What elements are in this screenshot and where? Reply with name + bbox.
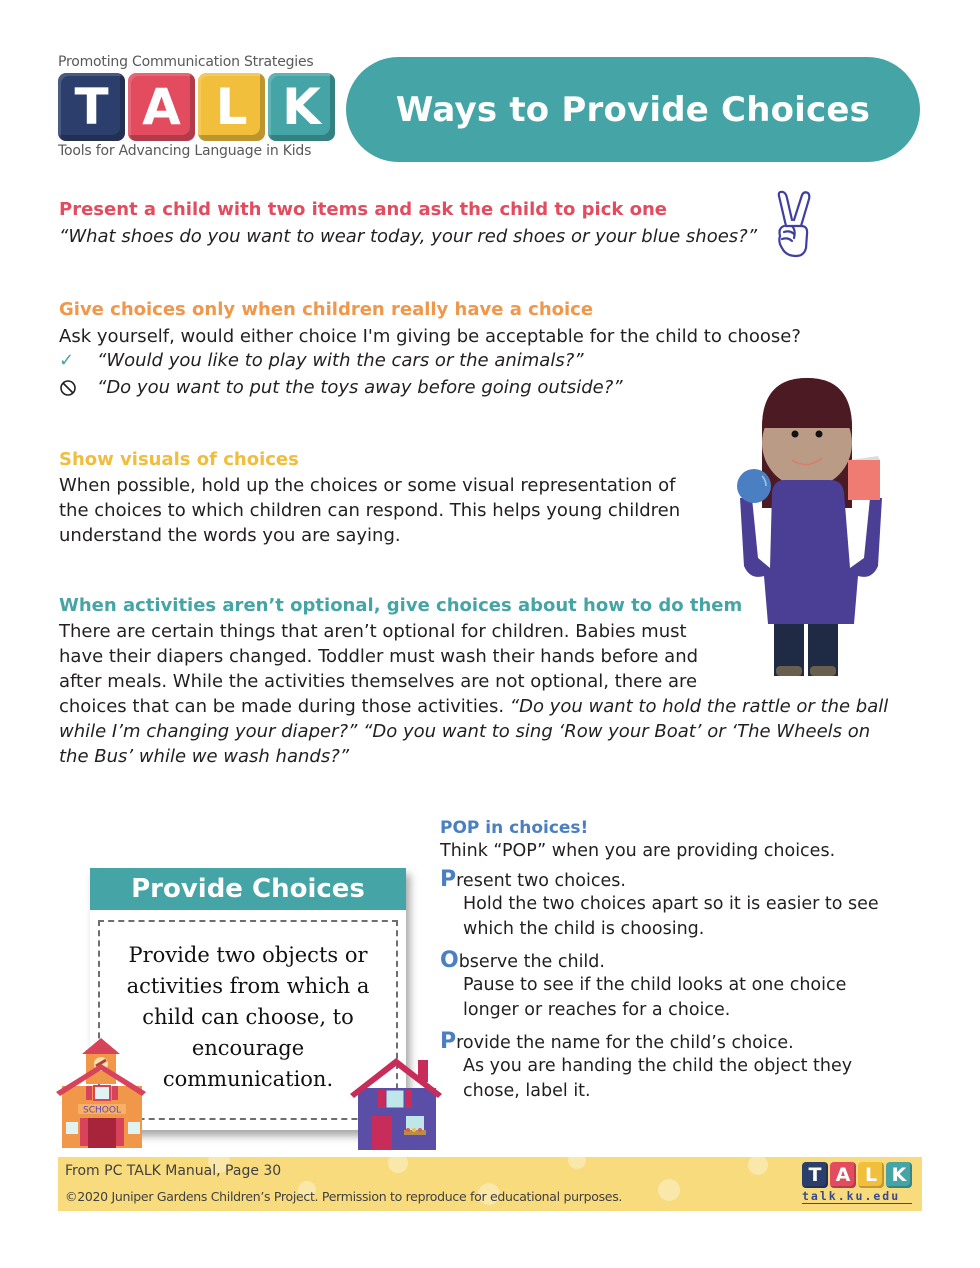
logo-tagline-bottom: Tools for Advancing Language in Kids: [58, 143, 312, 159]
section-heading-not-optional: When activities aren’t optional, give choices about how to do them: [59, 595, 743, 616]
section-heading-present-two-items: Present a child with two items and ask the child to pick one: [59, 199, 668, 220]
section-body-not-optional: [59, 619, 888, 769]
talk-logo: [58, 54, 343, 159]
pop-letter: P: [440, 1029, 457, 1054]
body-line: have their diapers changed. Toddler must wash their hands before and: [59, 646, 699, 667]
pop-step-text: bserve the child.: [458, 952, 605, 972]
footer-source: From PC TALK Manual, Page 30: [65, 1163, 282, 1179]
check-icon: ✓: [59, 350, 75, 371]
footer-talk-logo: [802, 1162, 914, 1204]
logo-tagline-top: Promoting Communication Strategies: [58, 54, 314, 70]
card-text: Provide two objects or activities from which a child can choose, to encourage communication.: [126, 943, 370, 1091]
body-line: When possible, hold up the choices or some visual representation of: [59, 475, 676, 496]
pop-intro: Think “POP” when you are providing choices.: [440, 841, 836, 861]
pop-step-detail: chose, label it.: [463, 1081, 591, 1101]
pop-item-provide: [440, 1029, 920, 1104]
good-example-row: [59, 350, 584, 371]
card-title: Provide Choices: [90, 868, 406, 910]
pop-step-detail: longer or reaches for a choice.: [463, 1000, 731, 1020]
footer: [58, 1157, 922, 1211]
pop-step-detail: Pause to see if the child looks at one choice: [463, 975, 847, 995]
bad-example-row: [59, 377, 623, 398]
bad-example-text: “Do you want to put the toys away before going outside?”: [97, 377, 623, 398]
pop-step-text: rovide the name for the child’s choice.: [456, 1033, 794, 1053]
prohibited-icon: [59, 379, 97, 397]
good-example-text: “Would you like to play with the cars or the animals?”: [97, 350, 584, 371]
footer-logo-block: T: [802, 1162, 828, 1188]
section-body-ask-yourself: Ask yourself, would either choice I'm giving be acceptable for the child to choose?: [59, 326, 801, 347]
pop-item-observe: [440, 948, 920, 1023]
footer-website-link[interactable]: talk.ku.edu: [802, 1189, 912, 1204]
pop-title: POP in choices!: [440, 818, 589, 838]
pop-step-detail: Hold the two choices apart so it is easier to see: [463, 894, 879, 914]
page-title-banner: [346, 57, 920, 162]
body-line: There are certain things that aren’t optional for children. Babies must: [59, 621, 687, 642]
pop-step-detail: which the child is choosing.: [463, 919, 705, 939]
logo-block-a: A: [128, 73, 195, 141]
section-body-show-visuals: [59, 473, 680, 548]
body-text: choices that can be made during those activities.: [59, 696, 510, 717]
section-heading-show-visuals: Show visuals of choices: [59, 449, 299, 470]
pop-section: [440, 818, 920, 1104]
section-example-shoes: “What shoes do you want to wear today, your red shoes or your blue shoes?”: [59, 226, 758, 247]
pop-letter: P: [440, 867, 457, 892]
example-quote-line: while I’m changing your diaper?” “Do you want to sing ‘Row your Boat’ or ‘The Wheels on: [59, 721, 871, 742]
school-sign: SCHOOL: [83, 1105, 121, 1116]
body-line: after meals. While the activities themselves are not optional, there are: [59, 671, 698, 692]
logo-block-l: L: [198, 73, 265, 141]
example-quote: “Do you want to hold the rattle or the ball: [509, 696, 889, 717]
footer-copyright: ©2020 Juniper Gardens Children’s Project. Permission to reproduce for educational purposes.: [65, 1189, 623, 1204]
house-icon: [350, 1052, 442, 1150]
pop-item-present: [440, 867, 920, 942]
section-heading-real-choice: Give choices only when children really have a choice: [59, 299, 594, 320]
body-line: understand the words you are saying.: [59, 525, 401, 546]
pop-letter: O: [440, 948, 459, 973]
page-title: Ways to Provide Choices: [395, 89, 871, 130]
pop-step-text: resent two choices.: [456, 871, 626, 891]
school-building-icon: [56, 1036, 148, 1150]
footer-logo-block: A: [830, 1162, 856, 1188]
example-quote-line: the Bus’ while we wash hands?”: [59, 746, 350, 767]
peace-hand-icon: [772, 190, 814, 260]
logo-block-t: T: [58, 73, 125, 141]
pop-step-detail: As you are handing the child the object they: [463, 1056, 853, 1076]
footer-logo-block: K: [886, 1162, 912, 1188]
body-line: the choices to which children can respond. This helps young children: [59, 500, 681, 521]
body-line: [59, 694, 888, 719]
footer-logo-block: L: [858, 1162, 884, 1188]
logo-block-k: K: [268, 73, 335, 141]
logo-letter-blocks: [58, 73, 343, 141]
